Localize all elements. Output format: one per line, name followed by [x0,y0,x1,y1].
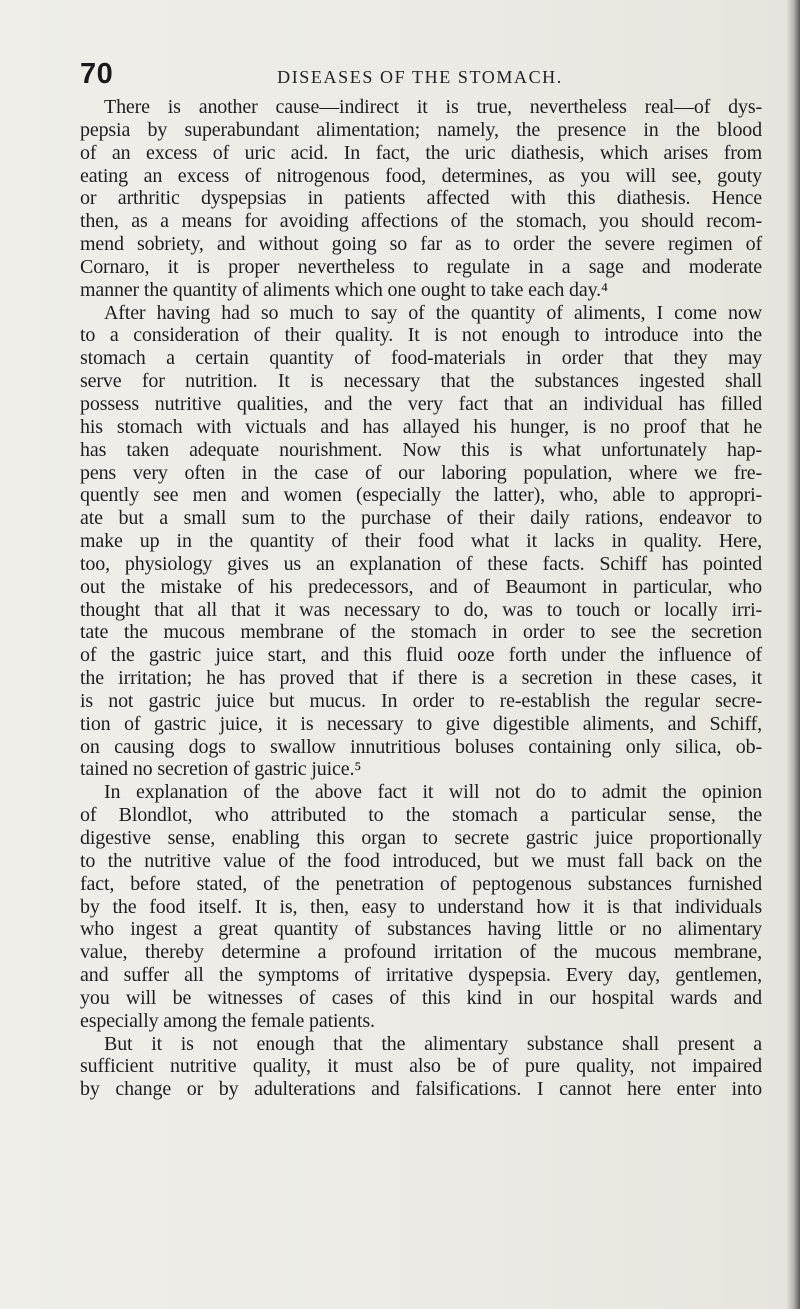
text-line: sufficient nutritive quality, it must also be of pure quality, not impaired [80,1055,762,1078]
text-line: then, as a means for avoiding affections of the stomach, you should recom- [80,210,762,233]
text-line: eating an excess of nitrogenous food, determines, as you will see, gouty [80,164,762,187]
text-line: thought that all that it was necessary to do, was to touch or locally irri- [80,598,762,621]
text-line: pepsia by superabundant alimentation; namely, the presence in the blood [80,118,762,141]
text-line: value, thereby determine a profound irritation of the mucous membrane, [80,941,762,964]
text-line: his stomach with victuals and has allayed his hunger, is no proof that he [80,415,762,438]
text-line: and suffer all the symptoms of irritative dyspepsia. Every day, gentlemen, [80,964,762,987]
text-line: is not gastric juice but mucus. In order to re-establish the regular secre- [80,689,762,712]
text-line: stomach a certain quantity of food-materials in order that they may [80,347,762,370]
text-line: possess nutritive qualities, and the very fact that an individual has filled [80,392,762,415]
text-line: tate the mucous membrane of the stomach in order to see the secretion [80,621,762,644]
text-line: the irritation; he has proved that if there is a secretion in these cases, it [80,667,762,690]
text-line: But it is not enough that the alimentary substance shall present a [104,1032,762,1055]
text-line: After having had so much to say of the quantity of aliments, I come now [104,301,762,324]
text-line: by change or by adulterations and falsifications. I cannot here enter into [80,1078,762,1101]
text-line: out the mistake of his predecessors, and of Beaumont in particular, who [80,575,762,598]
page-number: 70 [80,58,114,90]
text-line: to the nutritive value of the food introduced, but we must fall back on the [80,849,762,872]
text-line: has taken adequate nourishment. Now this is what unfortunately hap- [80,438,762,461]
text-line: serve for nutrition. It is necessary that the substances ingested shall [80,370,762,393]
text-line: In explanation of the above fact it will not do to admit the opinion [104,781,762,804]
text-line: you will be witnesses of cases of this kind in our hospital wards and [80,986,762,1009]
text-line: who ingest a great quantity of substances having little or no alimentary [80,918,762,941]
text-line: pens very often in the case of our laboring population, where we fre- [80,461,762,484]
text-line: fact, before stated, of the penetration of peptogenous substances furnished [80,872,762,895]
page-edge-shadow [786,0,800,1309]
text-line: mend sobriety, and without going so far as to order the severe regimen of [80,233,762,256]
text-line: Cornaro, it is proper nevertheless to regulate in a sage and moderate [80,255,762,278]
text-line: on causing dogs to swallow innutritious boluses containing only silica, ob- [80,735,762,758]
page-header [80,58,760,98]
text-line: of the gastric juice start, and this fluid ooze forth under the influence of [80,644,762,667]
text-line: especially among the female patients. [80,1009,375,1032]
text-line: quently see men and women (especially the latter), who, able to appropri- [80,484,762,507]
text-line: make up in the quantity of their food what it lacks in quality. Here, [80,530,762,553]
text-line: of Blondlot, who attributed to the stomach a particular sense, the [80,804,762,827]
text-line: too, physiology gives us an explanation of these facts. Schiff has pointed [80,552,762,575]
body-text [80,96,762,1101]
running-head: DISEASES OF THE STOMACH. [277,67,563,87]
text-line: tion of gastric juice, it is necessary to give digestible aliments, and Schiff, [80,712,762,735]
text-line: of an excess of uric acid. In fact, the uric diathesis, which arises from [80,141,762,164]
text-line: to a consideration of their quality. It is not enough to introduce into the [80,324,762,347]
text-line: manner the quantity of aliments which one ought to take each day.⁴ [80,278,608,301]
text-line: ate but a small sum to the purchase of their daily rations, endeavor to [80,507,762,530]
text-line: There is another cause—indirect it is true, nevertheless real—of dys- [104,96,762,118]
text-line: or arthritic dyspepsias in patients affected with this diathesis. Hence [80,187,762,210]
text-line: by the food itself. It is, then, easy to understand how it is that individuals [80,895,762,918]
text-line: tained no secretion of gastric juice.⁵ [80,758,362,781]
text-line: digestive sense, enabling this organ to secrete gastric juice proportionally [80,827,762,849]
